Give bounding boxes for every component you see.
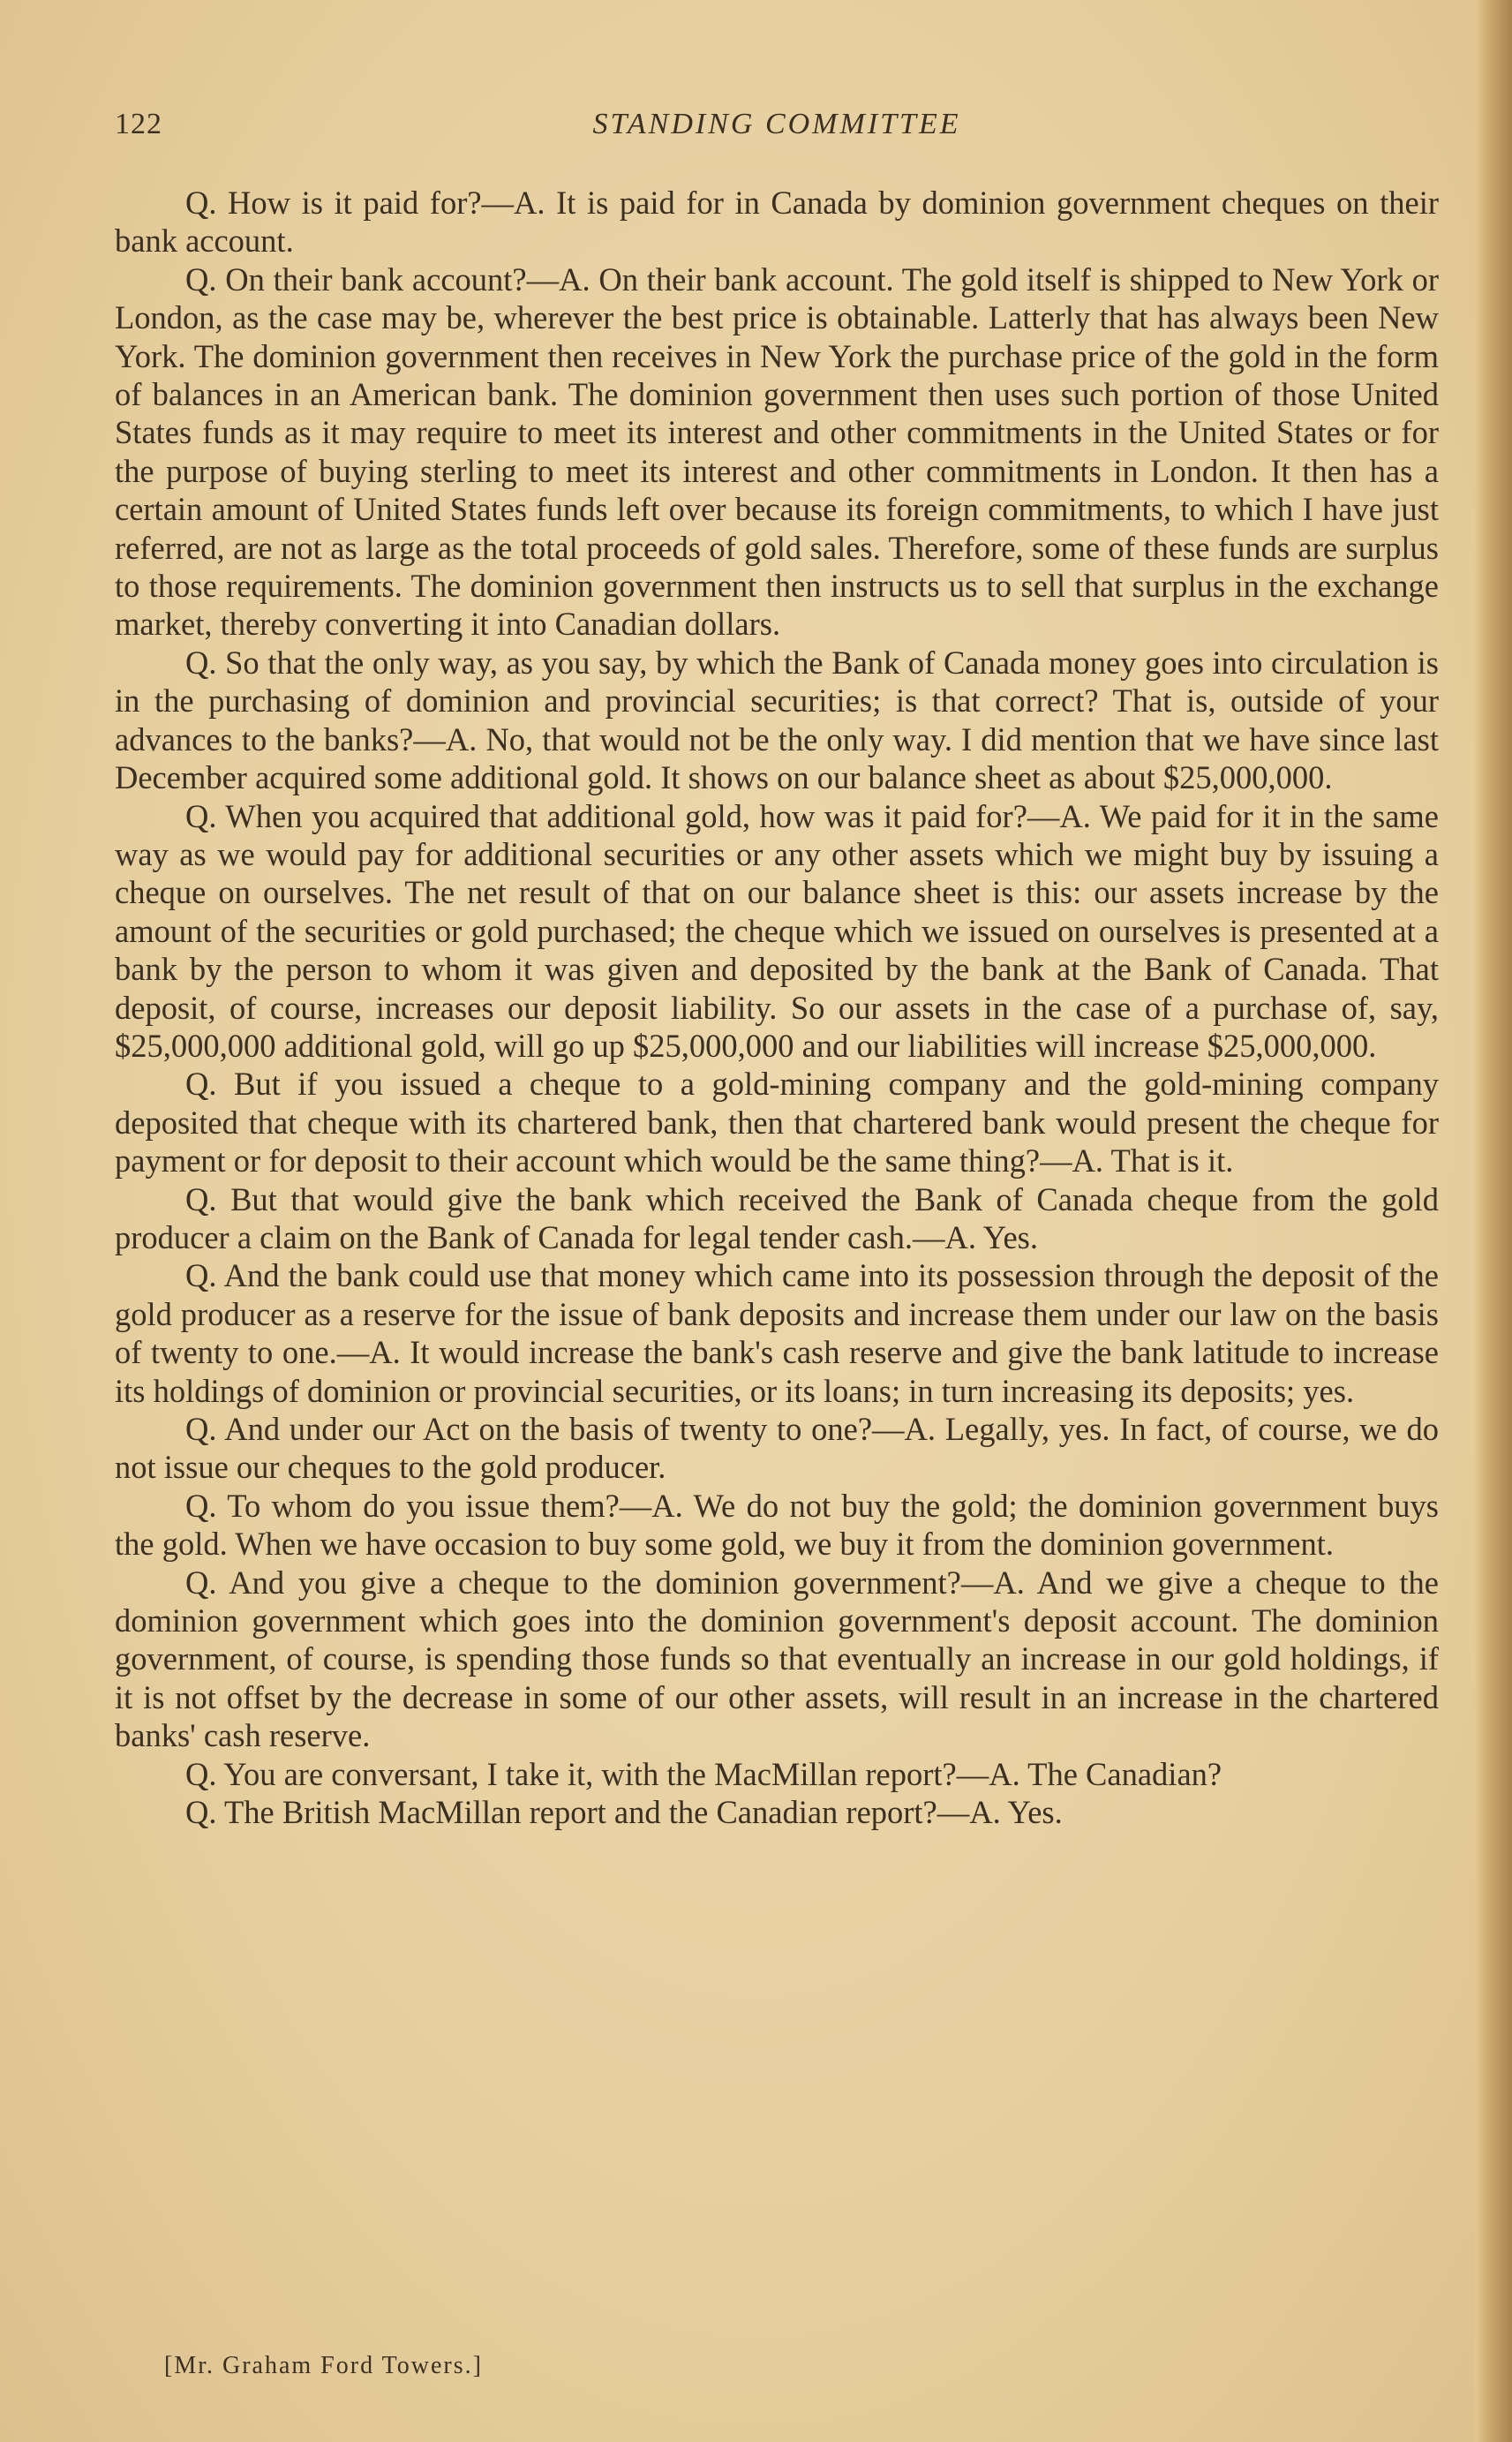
page-number: 122: [115, 108, 162, 140]
qa-paragraph: Q. But if you issued a cheque to a gold-mining company and the gold-mining company deposited that cheque with its chartered bank, then that chartered bank would present the cheque for payment or for deposit to their account which would be the same thing?—A. That is it.: [115, 1066, 1439, 1180]
qa-paragraph: Q. And you give a cheque to the dominion government?—A. And we give a cheque to the dominion government which goes into the dominion government's deposit account. The dominion government, of course, is spending those funds so that eventually an increase in our gold holdings, if it is not offset by the decrease in some of our other assets, will result in an increase in the chartered banks' cash reserve.: [115, 1564, 1439, 1754]
qa-paragraph: Q. And the bank could use that money which came into its possession through the deposit of the gold producer as a reserve for the issue of bank deposits and increase them under our law on the basis of twenty to one.—A. It would increase the bank's cash reserve and give the bank latitude to increase its holdings of dominion or provincial securities, or its loans; in turn increasing its deposits; yes.: [115, 1257, 1439, 1409]
qa-paragraph: Q. So that the only way, as you say, by which the Bank of Canada money goes into circulation is in the purchasing of dominion and provincial securities; is that correct? That is, outside of your advances to the banks?—A. No, that would not be the only way. I did mention that we have since last December acquired some additional gold. It shows on our balance sheet as about $25,000,000.: [115, 644, 1439, 796]
qa-paragraph: Q. To whom do you issue them?—A. We do not buy the gold; the dominion government buys the gold. When we have occasion to buy some gold, we buy it from the dominion government.: [115, 1487, 1439, 1563]
qa-paragraph: Q. When you acquired that additional gold, how was it paid for?—A. We paid for it in the same way as we would pay for additional securities or any other assets which we might buy by issuing a cheque on ourselves. The net result of that on our balance sheet is this: our assets increase by the amount of the securities or gold purchased; the cheque which we issued on ourselves is presented at a bank by the person to whom it was given and deposited by the bank at the Bank of Canada. That deposit, of course, increases our deposit liability. So our assets in the case of a purchase of, say, $25,000,000 additional gold, will go up $25,000,000 and our liabilities will increase $25,000,000.: [115, 797, 1439, 1064]
witness-footer: [Mr. Graham Ford Towers.]: [164, 2352, 483, 2379]
qa-paragraph: Q. You are conversant, I take it, with the MacMillan report?—A. The Canadian?: [185, 1755, 1222, 1792]
qa-paragraph: Q. But that would give the bank which received the Bank of Canada cheque from the gold producer a claim on the Bank of Canada for legal tender cash.—A. Yes.: [115, 1180, 1439, 1255]
qa-paragraph: Q. On their bank account?—A. On their bank account. The gold itself is shipped to New York or London, as the case may be, wherever the best price is obtainable. Latterly that has always been New York. The dominion government then receives in New York the purchase price of the gold in the form of balances in an American bank. The dominion government then uses such portion of those United States funds as it may require to meet its interest and other commitments in the United States or for the purpose of buying sterling to meet its interest and other commitments in London. It then has a certain amount of United States funds left over because its foreign commitments, to which I have just referred, are not as large as the total proceeds of gold sales. Therefore, some of these funds are surplus to those requirements. The dominion government then instructs us to sell that surplus in the exchange market, thereby converting it into Canadian dollars.: [115, 260, 1439, 643]
page-body: [115, 184, 1439, 1831]
qa-paragraph: Q. How is it paid for?—A. It is paid for in Canada by dominion government cheques on their bank account.: [115, 185, 1439, 260]
page-edge-shadow: [1475, 0, 1512, 2442]
qa-paragraph: Q. The British MacMillan report and the Canadian report?—A. Yes.: [185, 1794, 1063, 1831]
page-header: [115, 108, 1439, 152]
running-title: STANDING COMMITTEE: [592, 108, 961, 140]
qa-paragraph: Q. And under our Act on the basis of twenty to one?—A. Legally, yes. In fact, of course, we do not issue our cheques to the gold producer.: [115, 1411, 1439, 1486]
